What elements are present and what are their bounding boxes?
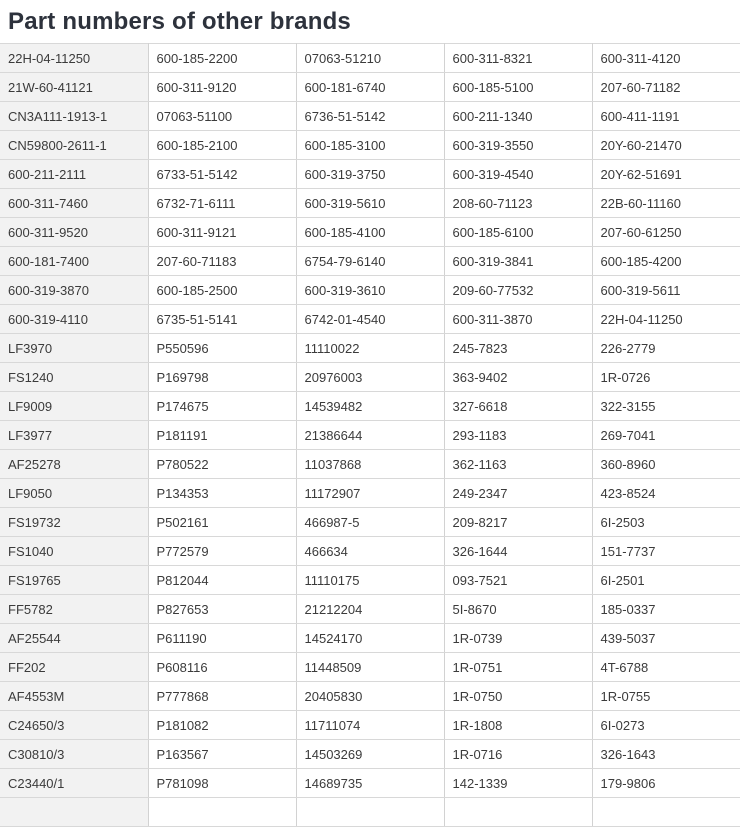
part-number-cell: 6742-01-4540 (296, 305, 444, 334)
part-number-cell: P611190 (148, 624, 296, 653)
part-number-cell: 14539482 (296, 392, 444, 421)
part-number-cell: 362-1163 (444, 450, 592, 479)
table-row (0, 479, 740, 508)
part-number-cell: 11110022 (296, 334, 444, 363)
row-header-cell: CN3A111-1913-1 (0, 102, 148, 131)
part-number-cell: 6733-51-5142 (148, 160, 296, 189)
part-number-cell: 600-319-3610 (296, 276, 444, 305)
row-header-cell: 600-319-4110 (0, 305, 148, 334)
part-number-cell: 179-9806 (592, 769, 740, 798)
part-number-cell: 326-1643 (592, 740, 740, 769)
part-number-cell: 1R-0751 (444, 653, 592, 682)
part-number-cell: 6732-71-6111 (148, 189, 296, 218)
part-number-cell: 20405830 (296, 682, 444, 711)
part-number-cell: P812044 (148, 566, 296, 595)
part-number-cell: 600-311-3870 (444, 305, 592, 334)
part-number-cell: P780522 (148, 450, 296, 479)
table-row (0, 421, 740, 450)
part-number-cell: 14503269 (296, 740, 444, 769)
row-header-cell: LF3977 (0, 421, 148, 450)
part-number-cell: 11448509 (296, 653, 444, 682)
part-number-cell: 466634 (296, 537, 444, 566)
part-number-cell: 363-9402 (444, 363, 592, 392)
part-number-cell: P163567 (148, 740, 296, 769)
part-number-cell: 600-311-9121 (148, 218, 296, 247)
part-number-cell: P169798 (148, 363, 296, 392)
part-number-cell: 360-8960 (592, 450, 740, 479)
part-number-cell: 11711074 (296, 711, 444, 740)
row-header-cell: CN59800-2611-1 (0, 131, 148, 160)
part-number-cell: 207-60-71183 (148, 247, 296, 276)
part-number-cell: 11172907 (296, 479, 444, 508)
part-number-cell: 600-185-2200 (148, 44, 296, 73)
part-number-cell: 22H-04-11250 (592, 305, 740, 334)
table-row (0, 131, 740, 160)
table-row (0, 305, 740, 334)
part-number-cell: 209-8217 (444, 508, 592, 537)
part-number-cell: P174675 (148, 392, 296, 421)
part-number-cell: 600-319-4540 (444, 160, 592, 189)
part-number-cell: 600-185-4200 (592, 247, 740, 276)
table-row (0, 595, 740, 624)
part-number-cell (444, 798, 592, 827)
part-number-cell: 322-3155 (592, 392, 740, 421)
row-header-cell: AF4553M (0, 682, 148, 711)
part-number-cell: 1R-0750 (444, 682, 592, 711)
row-header-cell: LF9050 (0, 479, 148, 508)
part-number-cell: P181082 (148, 711, 296, 740)
part-number-cell: P608116 (148, 653, 296, 682)
table-row (0, 682, 740, 711)
row-header-cell: FS19765 (0, 566, 148, 595)
row-header-cell: FS1040 (0, 537, 148, 566)
part-number-cell: 439-5037 (592, 624, 740, 653)
table-row-partial (0, 798, 740, 827)
table-row (0, 769, 740, 798)
part-number-cell: 423-8524 (592, 479, 740, 508)
part-number-cell: 600-319-3841 (444, 247, 592, 276)
part-number-cell: 600-411-1191 (592, 102, 740, 131)
part-number-cell: 1R-1808 (444, 711, 592, 740)
part-number-cell: 21386644 (296, 421, 444, 450)
row-header-cell: 600-181-7400 (0, 247, 148, 276)
part-number-cell: 6I-2503 (592, 508, 740, 537)
row-header-cell: FF202 (0, 653, 148, 682)
row-header-cell: C30810/3 (0, 740, 148, 769)
part-number-cell: 600-185-5100 (444, 73, 592, 102)
row-header-cell: AF25278 (0, 450, 148, 479)
part-number-cell: 6736-51-5142 (296, 102, 444, 131)
part-number-cell: 269-7041 (592, 421, 740, 450)
part-number-cell: P827653 (148, 595, 296, 624)
part-number-cell: 4T-6788 (592, 653, 740, 682)
part-number-cell: 600-319-5611 (592, 276, 740, 305)
table-row (0, 160, 740, 189)
part-number-cell: 208-60-71123 (444, 189, 592, 218)
table-row (0, 508, 740, 537)
parts-table (0, 43, 740, 827)
part-number-cell: 5I-8670 (444, 595, 592, 624)
row-header-cell: 600-311-9520 (0, 218, 148, 247)
row-header-cell: 600-319-3870 (0, 276, 148, 305)
part-number-cell: 14689735 (296, 769, 444, 798)
part-number-cell: 600-185-3100 (296, 131, 444, 160)
part-number-cell: 20Y-60-21470 (592, 131, 740, 160)
part-number-cell: P502161 (148, 508, 296, 537)
part-number-cell (148, 798, 296, 827)
part-number-cell (296, 798, 444, 827)
part-number-cell: 600-211-1340 (444, 102, 592, 131)
part-number-cell: 151-7737 (592, 537, 740, 566)
part-number-cell: 22B-60-11160 (592, 189, 740, 218)
part-number-cell: 600-319-3750 (296, 160, 444, 189)
part-number-cell: 600-181-6740 (296, 73, 444, 102)
part-number-cell: 6I-0273 (592, 711, 740, 740)
part-number-cell: 1R-0726 (592, 363, 740, 392)
row-header-cell: LF3970 (0, 334, 148, 363)
parts-table-body (0, 44, 740, 827)
part-number-cell: 21212204 (296, 595, 444, 624)
table-row (0, 624, 740, 653)
part-number-cell: 142-1339 (444, 769, 592, 798)
part-number-cell: 245-7823 (444, 334, 592, 363)
table-row (0, 102, 740, 131)
part-number-cell: 07063-51210 (296, 44, 444, 73)
part-number-cell: 20976003 (296, 363, 444, 392)
table-row (0, 566, 740, 595)
table-row (0, 740, 740, 769)
part-number-cell: 600-311-9120 (148, 73, 296, 102)
part-number-cell: 1R-0755 (592, 682, 740, 711)
part-number-cell: 1R-0739 (444, 624, 592, 653)
row-header-cell: FS1240 (0, 363, 148, 392)
table-row (0, 363, 740, 392)
part-number-cell: 600-311-8321 (444, 44, 592, 73)
part-number-cell: 600-185-2100 (148, 131, 296, 160)
part-number-cell: 207-60-71182 (592, 73, 740, 102)
part-number-cell: 207-60-61250 (592, 218, 740, 247)
table-row (0, 653, 740, 682)
part-number-cell: 6754-79-6140 (296, 247, 444, 276)
row-header-cell: 22H-04-11250 (0, 44, 148, 73)
table-row (0, 711, 740, 740)
table-row (0, 247, 740, 276)
row-header-cell: C24650/3 (0, 711, 148, 740)
part-number-cell: P134353 (148, 479, 296, 508)
part-number-cell: 093-7521 (444, 566, 592, 595)
table-row (0, 276, 740, 305)
part-number-cell: P550596 (148, 334, 296, 363)
part-number-cell: P181191 (148, 421, 296, 450)
part-number-cell: P772579 (148, 537, 296, 566)
part-number-cell: 600-185-2500 (148, 276, 296, 305)
part-number-cell: 6735-51-5141 (148, 305, 296, 334)
row-header-cell: 600-211-2111 (0, 160, 148, 189)
part-number-cell: 600-319-3550 (444, 131, 592, 160)
row-header-cell: C23440/1 (0, 769, 148, 798)
part-number-cell: 1R-0716 (444, 740, 592, 769)
row-header-cell (0, 798, 148, 827)
table-row (0, 44, 740, 73)
part-number-cell: P777868 (148, 682, 296, 711)
table-row (0, 218, 740, 247)
row-header-cell: 600-311-7460 (0, 189, 148, 218)
part-number-cell: 466987-5 (296, 508, 444, 537)
part-number-cell: 226-2779 (592, 334, 740, 363)
part-number-cell: 249-2347 (444, 479, 592, 508)
table-row (0, 450, 740, 479)
part-number-cell: 326-1644 (444, 537, 592, 566)
row-header-cell: AF25544 (0, 624, 148, 653)
row-header-cell: FS19732 (0, 508, 148, 537)
part-number-cell (592, 798, 740, 827)
part-number-cell: P781098 (148, 769, 296, 798)
table-row (0, 334, 740, 363)
part-number-cell: 600-185-6100 (444, 218, 592, 247)
part-number-cell: 20Y-62-51691 (592, 160, 740, 189)
part-number-cell: 327-6618 (444, 392, 592, 421)
part-number-cell: 07063-51100 (148, 102, 296, 131)
table-row (0, 392, 740, 421)
part-number-cell: 6I-2501 (592, 566, 740, 595)
part-number-cell: 600-185-4100 (296, 218, 444, 247)
page-header (0, 0, 740, 43)
row-header-cell: 21W-60-41121 (0, 73, 148, 102)
row-header-cell: FF5782 (0, 595, 148, 624)
table-row (0, 189, 740, 218)
part-number-cell: 600-319-5610 (296, 189, 444, 218)
table-row (0, 537, 740, 566)
part-number-cell: 11110175 (296, 566, 444, 595)
part-number-cell: 185-0337 (592, 595, 740, 624)
table-row (0, 73, 740, 102)
part-number-cell: 11037868 (296, 450, 444, 479)
part-number-cell: 293-1183 (444, 421, 592, 450)
part-number-cell: 14524170 (296, 624, 444, 653)
part-number-cell: 209-60-77532 (444, 276, 592, 305)
page-title: Part numbers of other brands (8, 8, 351, 35)
row-header-cell: LF9009 (0, 392, 148, 421)
part-number-cell: 600-311-4120 (592, 44, 740, 73)
